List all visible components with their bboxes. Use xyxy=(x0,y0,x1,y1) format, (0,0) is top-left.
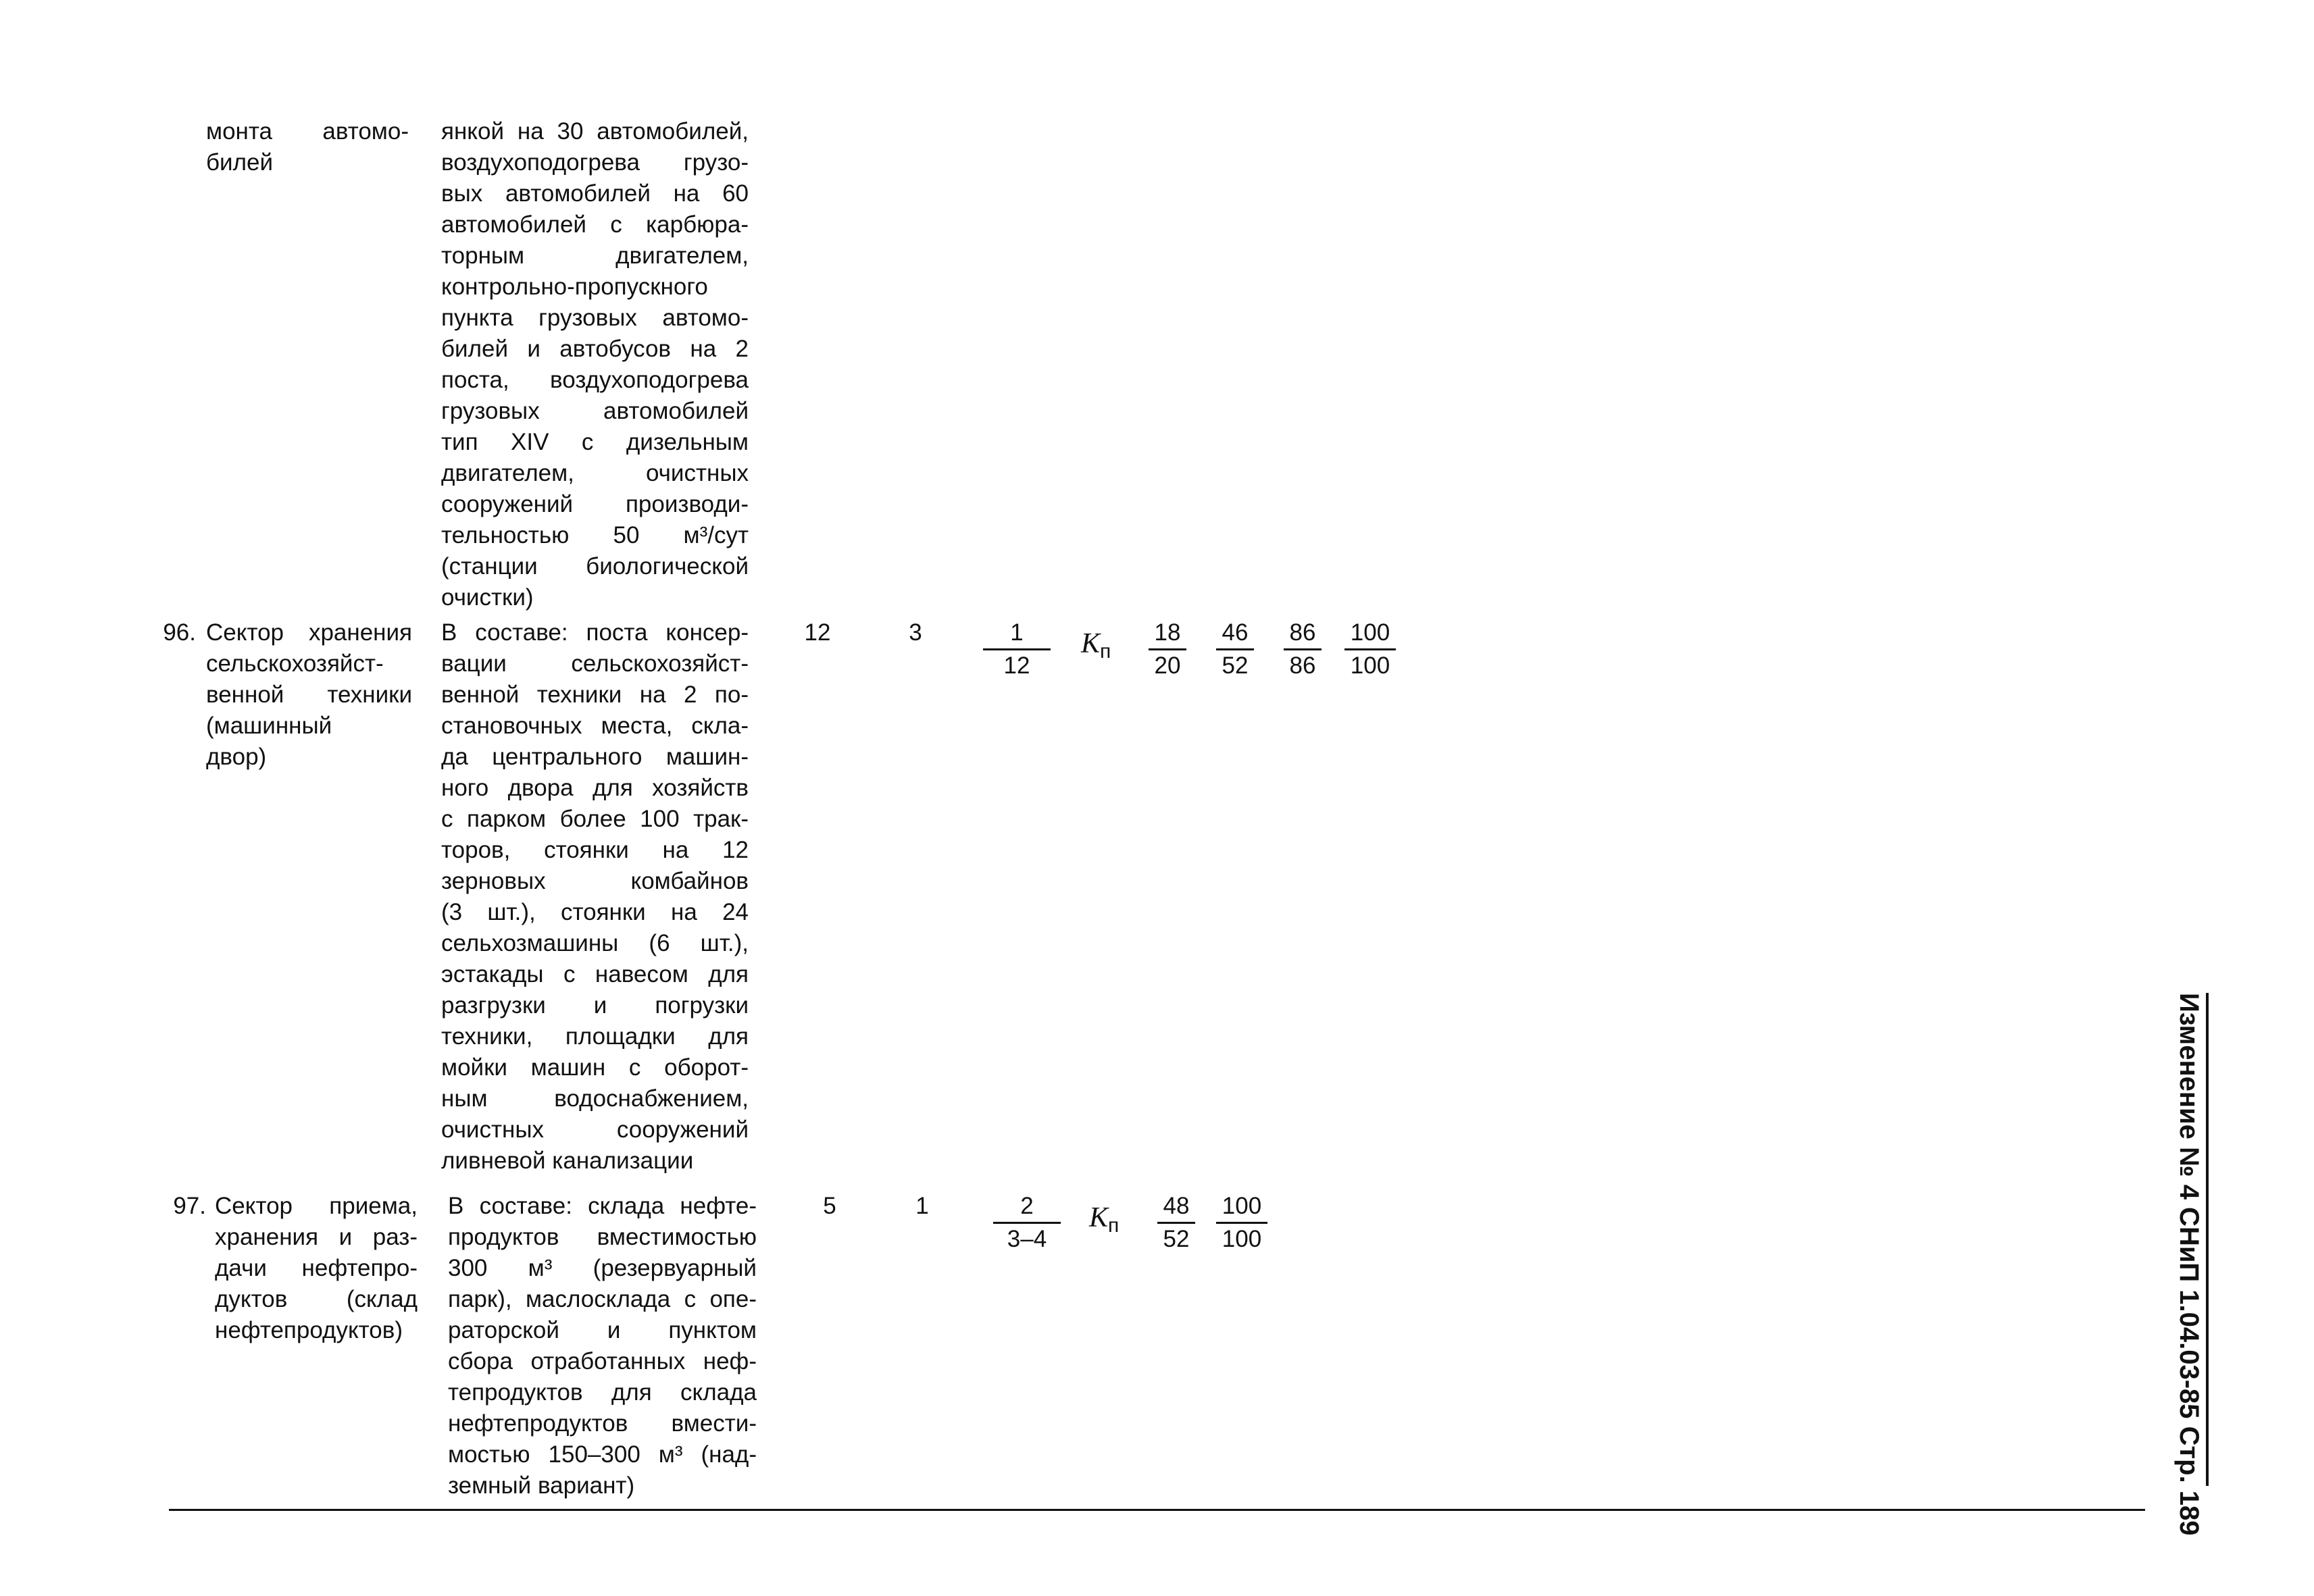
row-96-k-symbol xyxy=(1081,628,1111,667)
text-line: эстакады с навесом для xyxy=(441,961,749,987)
fraction-numerator: 86 xyxy=(1284,617,1322,650)
text-line: тельностью 50 м³/сут xyxy=(441,522,749,548)
text-line: нефтепродуктов вмести- xyxy=(448,1410,757,1437)
text-line: контрольно-пропускного xyxy=(441,274,708,300)
text-line: хранения и раз- xyxy=(215,1224,418,1250)
text-line: ливневой канализации xyxy=(441,1148,694,1174)
row-96-fraction-2 xyxy=(1216,617,1254,681)
text-line: торным двигателем, xyxy=(441,242,749,269)
k-letter: K xyxy=(1089,1202,1109,1233)
row-97-fraction-1 xyxy=(1157,1191,1195,1255)
text-line: тип XIV с дизельным xyxy=(441,429,749,455)
bottom-rule xyxy=(169,1509,2145,1511)
text-line: сбора отработанных неф- xyxy=(448,1348,757,1374)
row-96-composition-cell xyxy=(441,617,749,1177)
text-line: сельскохозяйст- xyxy=(206,650,384,677)
text-line: вых автомобилей на 60 xyxy=(441,180,749,207)
text-line: продуктов вместимостью xyxy=(448,1224,757,1250)
row-96-col1: 12 xyxy=(804,619,831,646)
side-caption xyxy=(2169,993,2209,1574)
row-97-composition-cell xyxy=(448,1191,757,1501)
text-line: Сектор приема, xyxy=(215,1193,418,1219)
text-line: раторской и пунктом xyxy=(448,1317,757,1343)
text-line: Сектор хранения xyxy=(206,619,412,646)
text-line: сооружений производи- xyxy=(441,491,749,517)
text-line: сельхозмашины (6 шт.), xyxy=(441,930,749,956)
fraction-denominator: 100 xyxy=(1222,1226,1262,1252)
text-line: вации сельскохозяйст- xyxy=(441,650,749,677)
k-letter: K xyxy=(1081,628,1101,659)
ratio-denominator: 12 xyxy=(1003,652,1030,679)
fraction-denominator: 52 xyxy=(1163,1226,1190,1252)
text-line: становочных места, скла- xyxy=(441,713,749,739)
row-96-fraction-4 xyxy=(1344,617,1396,681)
text-line: дачи нефтепро- xyxy=(215,1255,418,1281)
row-97-number: 97. xyxy=(173,1193,206,1219)
text-line: 300 м³ (резервуарный xyxy=(448,1255,757,1281)
fraction-numerator: 100 xyxy=(1216,1191,1267,1224)
row-97-col2: 1 xyxy=(915,1193,929,1219)
text-line: мойки машин с оборот- xyxy=(441,1054,749,1081)
fraction-denominator: 100 xyxy=(1350,652,1390,679)
row-97-name-cell xyxy=(215,1191,418,1346)
cont-name-line: монта автомо- xyxy=(206,118,409,145)
text-line: двор) xyxy=(206,744,267,770)
ratio-numerator: 1 xyxy=(983,617,1051,650)
text-line: нефтепродуктов) xyxy=(215,1317,403,1343)
text-line: техники, площадки для xyxy=(441,1023,749,1050)
text-line: В составе: склада нефте- xyxy=(448,1193,757,1219)
fraction-denominator: 86 xyxy=(1289,652,1316,679)
text-line: очистки) xyxy=(441,584,534,611)
fraction-numerator: 48 xyxy=(1157,1191,1195,1224)
text-line: ным водоснабжением, xyxy=(441,1085,749,1112)
row-97-fraction-2 xyxy=(1216,1191,1267,1255)
cont-name-cell xyxy=(206,116,409,178)
ratio-numerator: 2 xyxy=(993,1191,1061,1224)
text-line: (3 шт.), стоянки на 24 xyxy=(441,899,749,925)
text-line: очистных сооружений xyxy=(441,1116,749,1143)
row-97-col1: 5 xyxy=(823,1193,836,1219)
k-subscript: п xyxy=(1100,640,1111,663)
text-line: билей и автобусов на 2 xyxy=(441,336,749,362)
text-line: мостью 150–300 м³ (над- xyxy=(448,1441,757,1468)
row-96-name-cell xyxy=(206,617,412,773)
text-line: янкой на 30 автомобилей, xyxy=(441,118,749,145)
fraction-numerator: 100 xyxy=(1344,617,1396,650)
text-line: (машинный xyxy=(206,713,332,739)
row-96-ratio xyxy=(983,617,1051,681)
side-caption-rule xyxy=(2206,993,2209,1486)
k-subscript: п xyxy=(1108,1214,1120,1237)
text-line: с парком более 100 трак- xyxy=(441,806,749,832)
row-96-fraction-3 xyxy=(1284,617,1322,681)
fraction-denominator: 20 xyxy=(1154,652,1181,679)
text-line: автомобилей с карбюра- xyxy=(441,211,749,238)
text-line: парк), маслосклада с опе- xyxy=(448,1286,757,1312)
text-line: двигателем, очистных xyxy=(441,460,749,486)
text-line: земный вариант) xyxy=(448,1472,635,1499)
text-line: воздухоподогрева грузо- xyxy=(441,149,749,176)
side-caption-text: Изменение № 4 СНиП 1.04.03-85 Стр. 189 xyxy=(2174,993,2204,1536)
row-96-fraction-1 xyxy=(1149,617,1186,681)
text-line: ного двора для хозяйств xyxy=(441,775,749,801)
text-line: тепродуктов для склада xyxy=(448,1379,757,1406)
text-line: (станции биологической xyxy=(441,553,749,580)
ratio-denominator: 3–4 xyxy=(1007,1226,1047,1252)
row-96-col2: 3 xyxy=(909,619,922,646)
text-line: пункта грузовых автомо- xyxy=(441,305,749,331)
fraction-denominator: 52 xyxy=(1222,652,1249,679)
text-line: грузовых автомобилей xyxy=(441,398,749,424)
text-line: зерновых комбайнов xyxy=(441,868,749,894)
fraction-numerator: 46 xyxy=(1216,617,1254,650)
text-line: венной техники xyxy=(206,681,412,708)
cont-composition-cell xyxy=(441,116,749,613)
text-line: поста, воздухоподогрева xyxy=(441,367,749,393)
text-line: разгрузки и погрузки xyxy=(441,992,749,1019)
row-96-number: 96. xyxy=(163,619,196,646)
text-line: торов, стоянки на 12 xyxy=(441,837,749,863)
text-line: да центрального машин- xyxy=(441,744,749,770)
text-line: дуктов (склад xyxy=(215,1286,418,1312)
cont-name-line: билей xyxy=(206,149,274,176)
text-line: венной техники на 2 по- xyxy=(441,681,749,708)
fraction-numerator: 18 xyxy=(1149,617,1186,650)
row-97-k-symbol xyxy=(1089,1202,1119,1241)
row-97-ratio xyxy=(993,1191,1061,1255)
text-line: В составе: поста консер- xyxy=(441,619,749,646)
